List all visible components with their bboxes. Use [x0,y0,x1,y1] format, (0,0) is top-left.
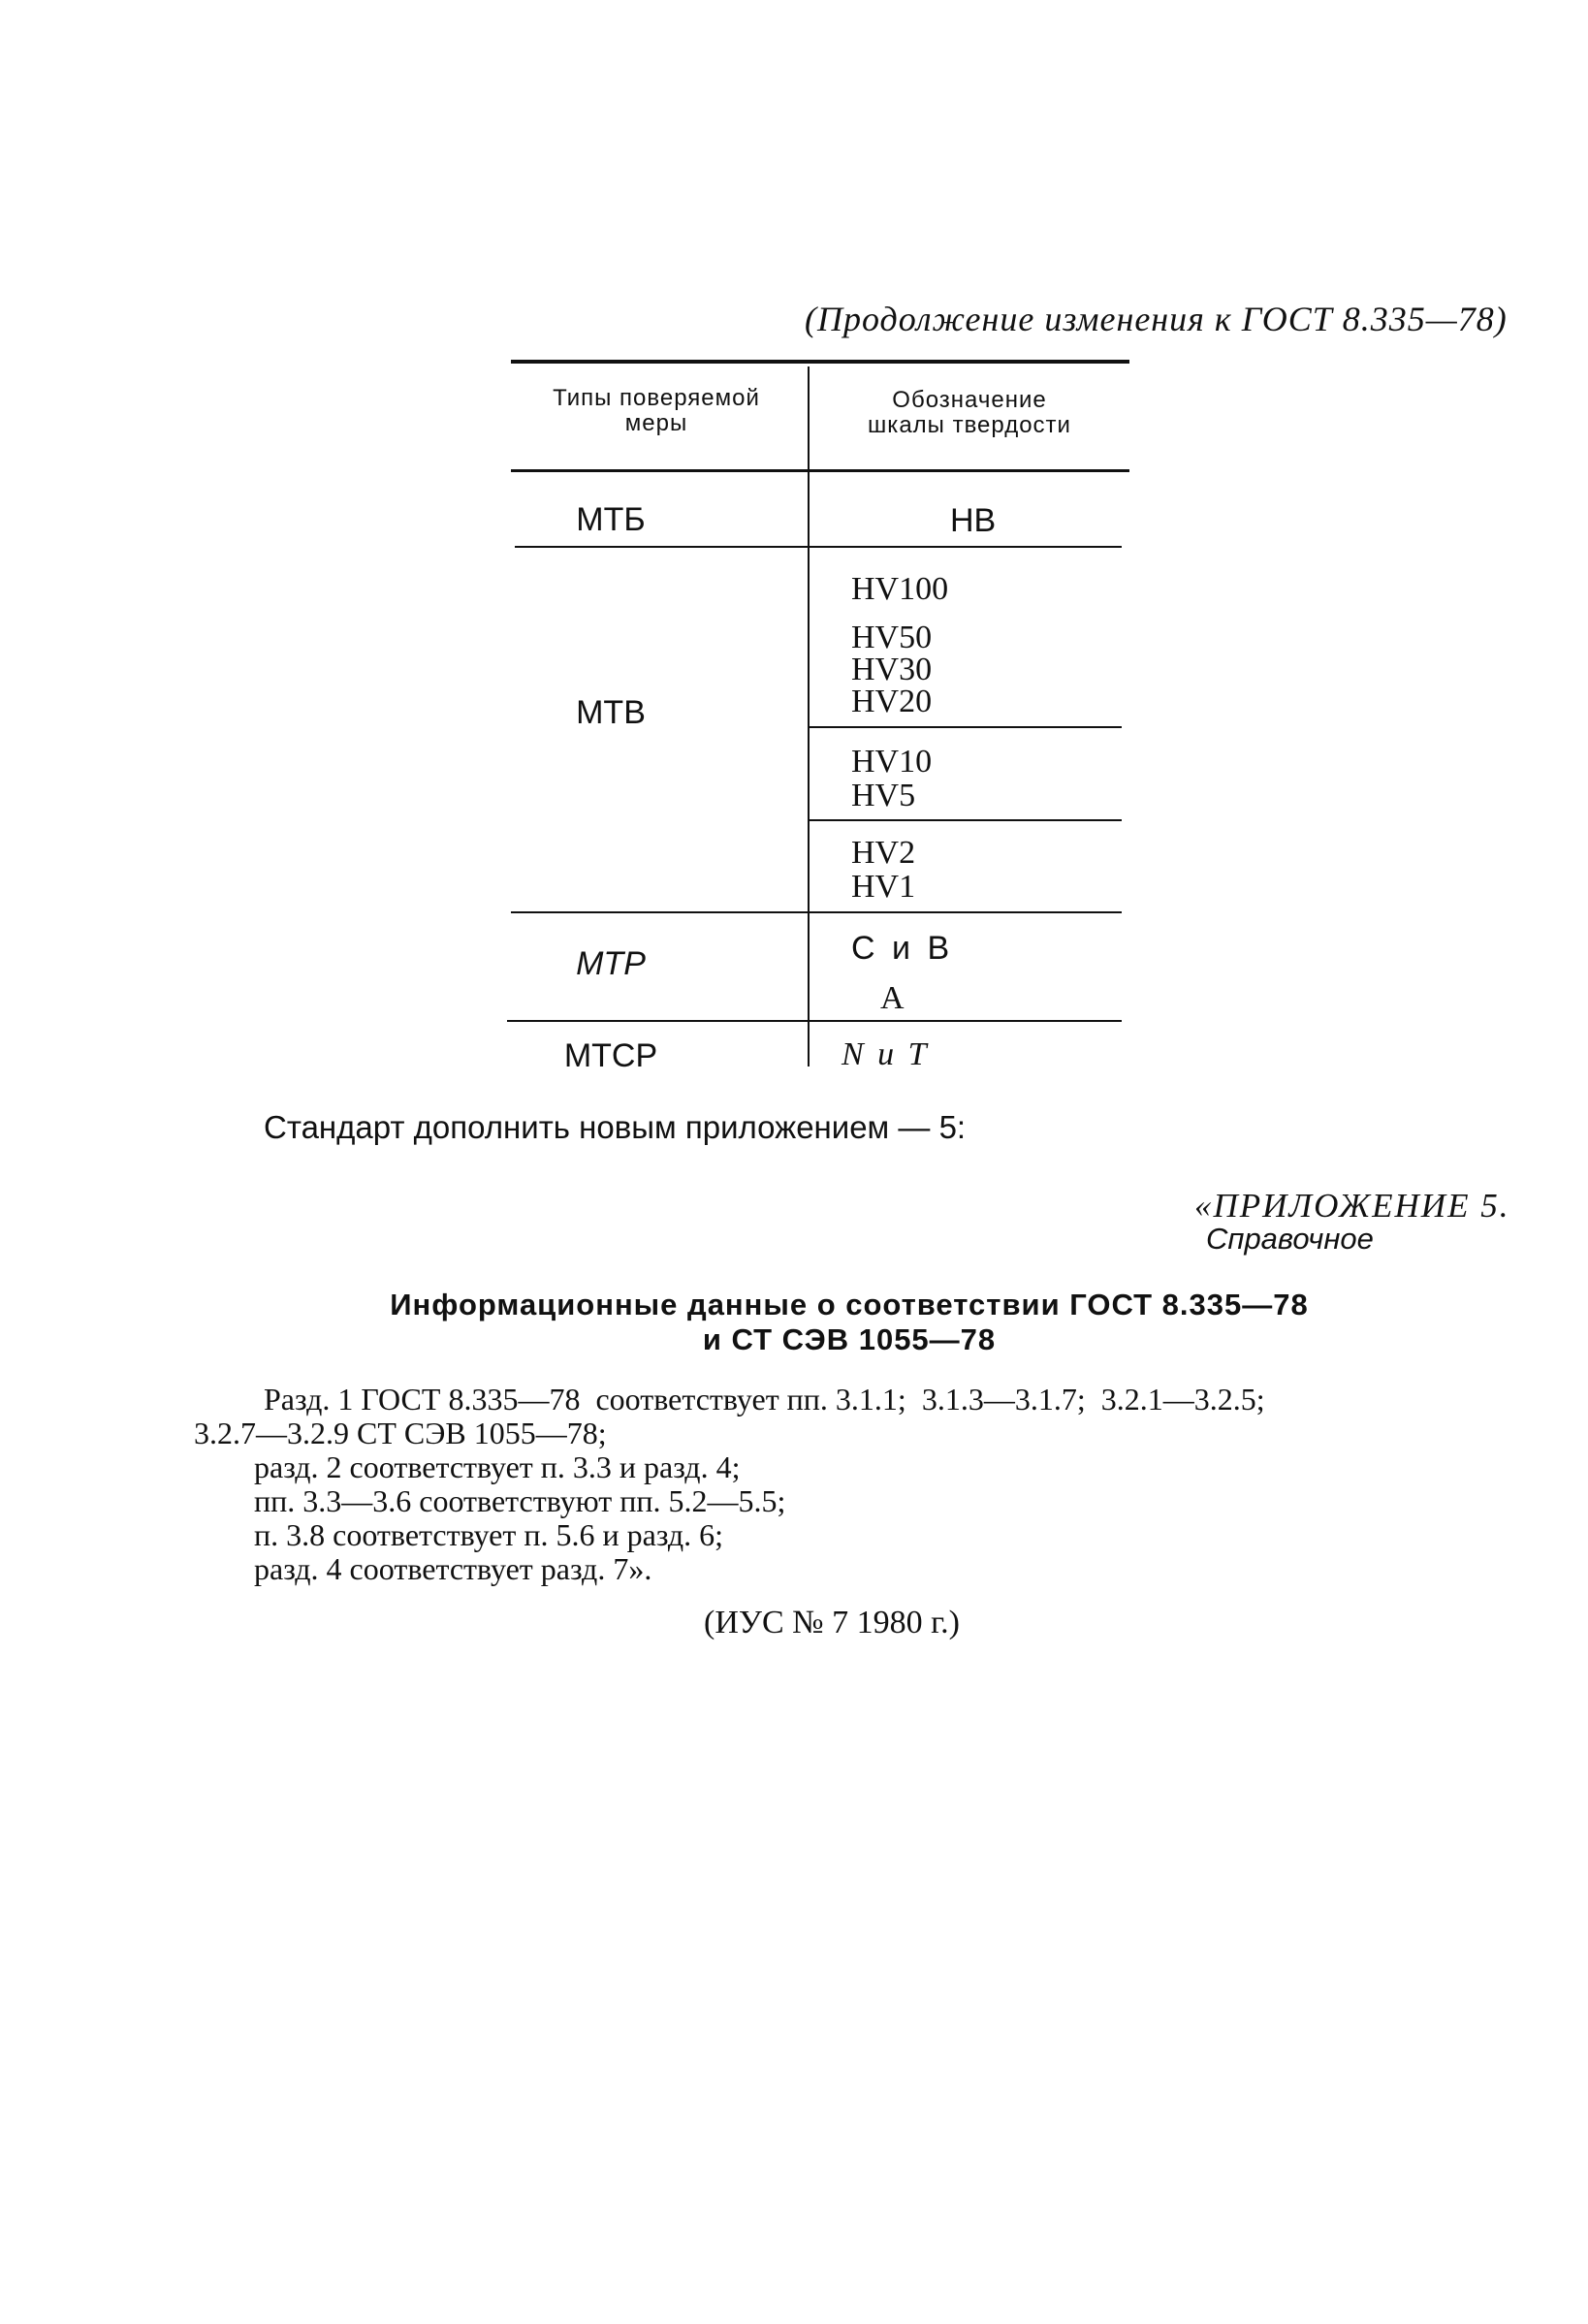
header-bottom-rule [511,469,1129,472]
sub-rule-1 [810,726,1122,728]
appendix-sublabel: Справочное [1206,1222,1374,1256]
scale-hv20: HV20 [851,684,933,719]
table-top-rule [511,360,1129,364]
scale-c-and-b: С и В [851,930,954,967]
col1-header [511,386,802,436]
col1-header-line1: Типы поверяемой [553,385,760,411]
body-line-5: п. 3.8 соответствует п. 5.6 и разд. 6; [254,1517,724,1552]
scale-hv2: HV2 [851,835,916,871]
scale-hb: НВ [950,502,997,539]
column-divider [808,366,810,1066]
scale-hv5: HV5 [851,778,916,813]
scale-hv100: HV100 [851,571,949,607]
col2-header [810,388,1129,438]
type-mtv: МТВ [576,694,646,731]
appendix-label: «ПРИЛОЖЕНИЕ 5. [1194,1187,1510,1225]
type-mtsr: МТСР [563,1037,658,1074]
type-mtr: МТР [576,945,646,982]
body-line-4: пп. 3.3—3.6 соответствуют пп. 5.2—5.5; [254,1483,786,1518]
scale-hv50: HV50 [851,620,933,655]
body-line-6: разд. 4 соответствует разд. 7». [254,1551,652,1586]
body-line-3: разд. 2 соответствует п. 3.3 и разд. 4; [254,1449,741,1484]
col2-header-line1: Обозначение [892,387,1047,413]
continuation-header: (Продолжение изменения к ГОСТ 8.335—78) [805,300,1508,338]
sub-rule-2 [810,819,1122,821]
body-line-1: Разд. 1 ГОСТ 8.335—78 соответствует пп. 3.1.1; 3.1.3—3.1.7; 3.2.1—3.2.5; [264,1382,1265,1417]
col1-header-line2: меры [624,410,688,436]
row-rule-2 [511,911,1122,913]
type-mtb: МТБ [576,501,646,538]
supplement-note: Стандарт дополнить новым приложением — 5: [264,1109,967,1145]
body-line-2: 3.2.7—3.2.9 СТ СЭВ 1055—78; [194,1416,607,1450]
row-rule-3 [507,1020,1122,1022]
scale-n-and-t: N и T [842,1036,930,1072]
scale-hv10: HV10 [851,744,933,780]
scale-a: А [880,980,905,1016]
source-reference: (ИУС № 7 1980 г.) [704,1605,960,1640]
scale-hv1: HV1 [851,869,916,905]
scale-hv30: HV30 [851,652,933,687]
doc-title-line2: и СТ СЭВ 1055—78 [702,1322,997,1356]
row-rule-1 [515,546,1122,548]
doc-title-line1: Информационные данные о соответствии ГОСТ 8.335—78 [390,1288,1309,1321]
col2-header-line2: шкалы твердости [868,412,1071,438]
